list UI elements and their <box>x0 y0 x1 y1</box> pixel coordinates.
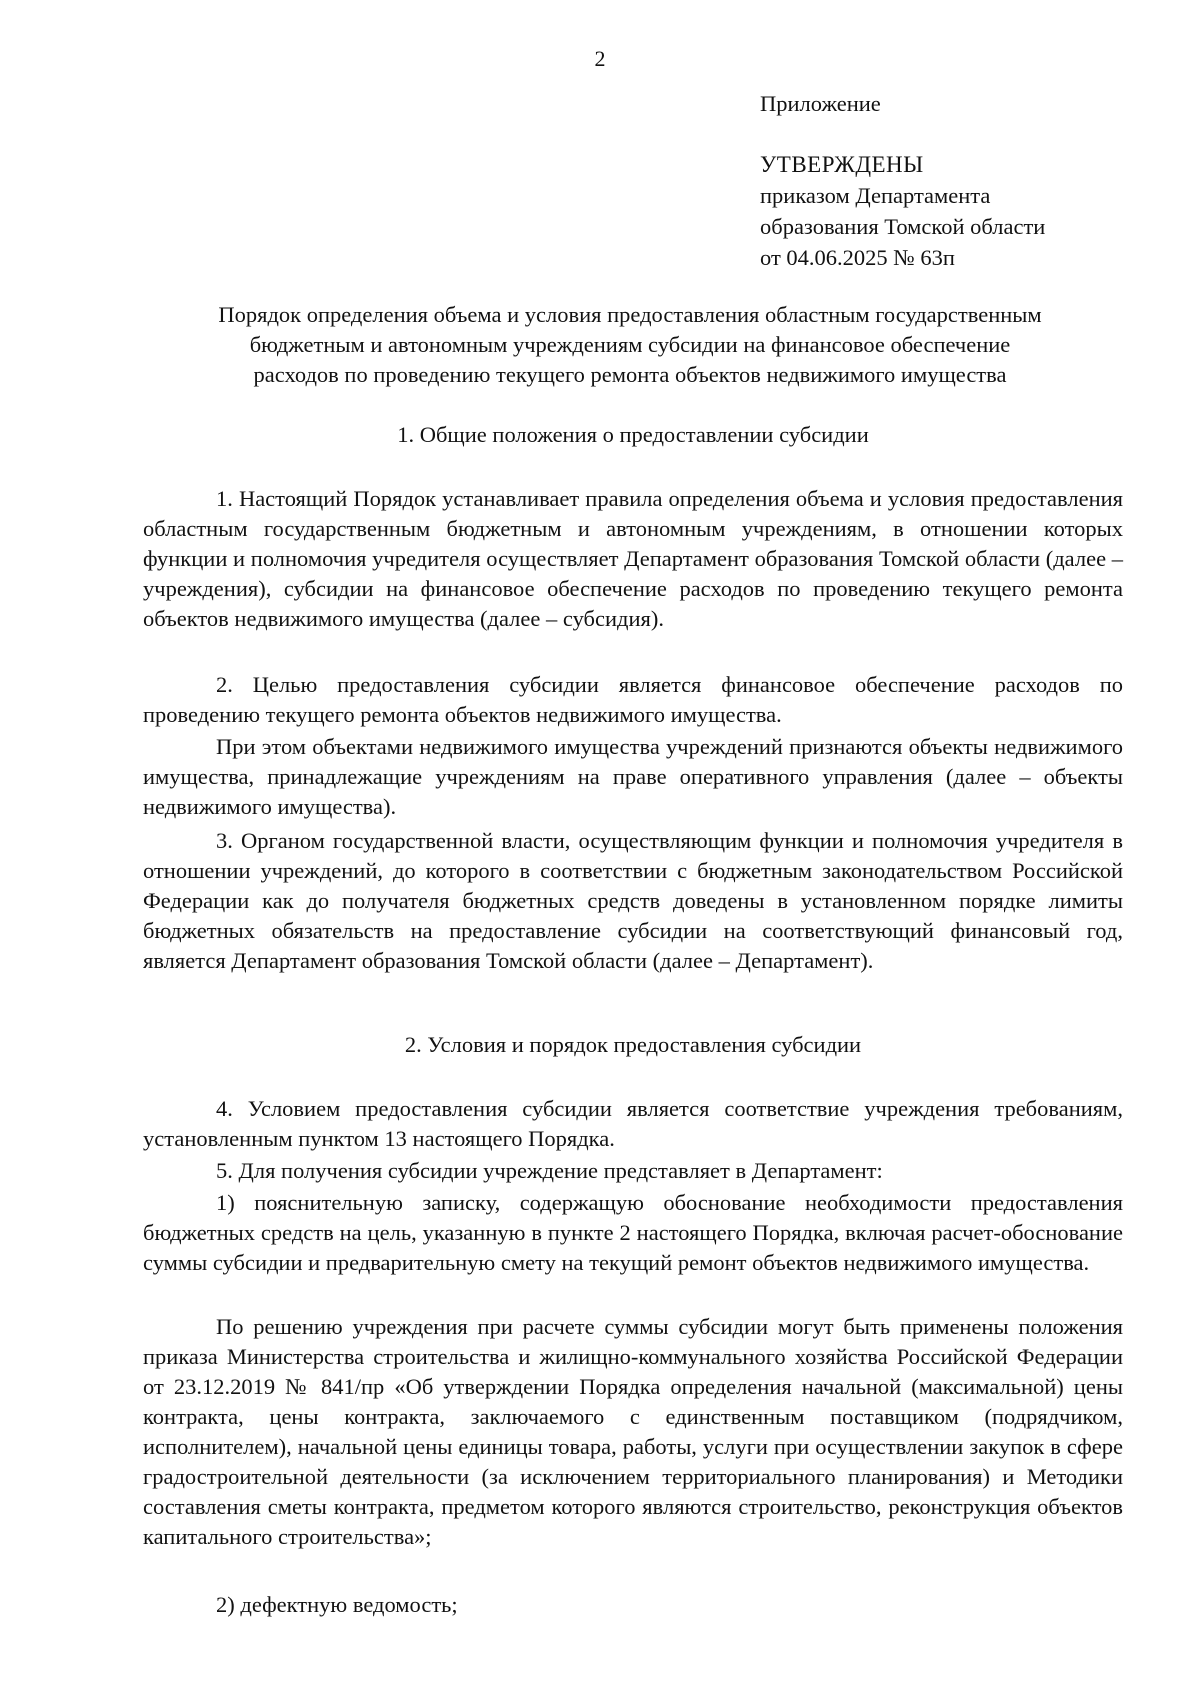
title-line-2: бюджетным и автономным учреждениям субсидии на финансовое обеспечение <box>249 332 1011 357</box>
section-2-paragraph-3: 1) пояснительную записку, содержащую обоснование необходимости предоставления бюджетных средств на цель, указанную в пункте 2 настоящего Порядка, включая расчет-обоснование суммы субсидии и предварительную смету на текущий ремонт объектов недвижимого имущества. <box>143 1190 1123 1275</box>
approved-heading: УТВЕРЖДЕНЫ <box>760 152 924 177</box>
page-number: 2 <box>594 46 606 71</box>
section-2-paragraph-5: 2) дефектную ведомость; <box>216 1592 458 1617</box>
section-2-paragraph-1: 4. Условием предоставления субсидии является соответствие учреждения требованиям, установленным пунктом 13 настоящего Порядка. <box>143 1096 1123 1151</box>
title-line-3: расходов по проведению текущего ремонта объектов недвижимого имущества <box>253 362 1007 387</box>
section-1-paragraph-3: При этом объектами недвижимого имущества учреждений признаются объекты недвижимого имущества, принадлежащие учреждениям на праве оперативного управления (далее – объекты недвижимого имущества). <box>143 734 1123 819</box>
approval-line-3: от 04.06.2025 № 63п <box>760 245 955 270</box>
section-2-paragraph-2: 5. Для получения субсидии учреждение представляет в Департамент: <box>216 1158 883 1183</box>
section-2-paragraph-4: По решению учреждения при расчете суммы субсидии могут быть применены положения приказа Министерства строительства и жилищно-коммунального хозяйства Российской Федерации от 23.12.2019 № 841/пр «Об утверждении Порядка определения начальной (максимальной) цены контракта, цены контракта, заключаемого с единственным поставщиком (подрядчиком, исполнителем), начальной цены единицы товара, работы, услуги при осуществлении закупок в сфере градостроительной деятельности (за исключением территориального планирования) и Методики составления сметы контракта, предметом которого являются строительство, реконструкция объектов капитального строительства»; <box>143 1314 1123 1549</box>
section-1-paragraph-4: 3. Органом государственной власти, осуществляющим функции и полномочия учредителя в отношении учреждений, до которого в соответствии с бюджетным законодательством Российской Федерации как до получателя бюджетных средств доведены в установленном порядке лимиты бюджетных обязательств на предоставление субсидии на соответствующий финансовый год, является Департамент образования Томской области (далее – Департамент). <box>143 828 1123 973</box>
title-line-1: Порядок определения объема и условия предоставления областным государственным <box>218 302 1042 327</box>
annex-label: Приложение <box>760 91 881 116</box>
section-1-paragraph-1: 1. Настоящий Порядок устанавливает правила определения объема и условия предоставления областным государственным бюджетным и автономным учреждениям, в отношении которых функции и полномочия учредителя осуществляет Департамент образования Томской области (далее – учреждения), субсидии на финансовое обеспечение расходов по проведению текущего ремонта объектов недвижимого имущества (далее – субсидия). <box>143 486 1123 631</box>
section-1-paragraph-2: 2. Целью предоставления субсидии является финансовое обеспечение расходов по проведению текущего ремонта объектов недвижимого имущества. <box>143 672 1123 727</box>
document-title <box>130 300 1130 390</box>
section-1-title: 1. Общие положения о предоставлении субсидии <box>397 422 869 447</box>
approval-line-1: приказом Департамента <box>760 183 991 208</box>
section-2-title: 2. Условия и порядок предоставления субсидии <box>404 1032 862 1057</box>
approval-block <box>760 88 1045 273</box>
approval-line-2: образования Томской области <box>760 214 1046 239</box>
